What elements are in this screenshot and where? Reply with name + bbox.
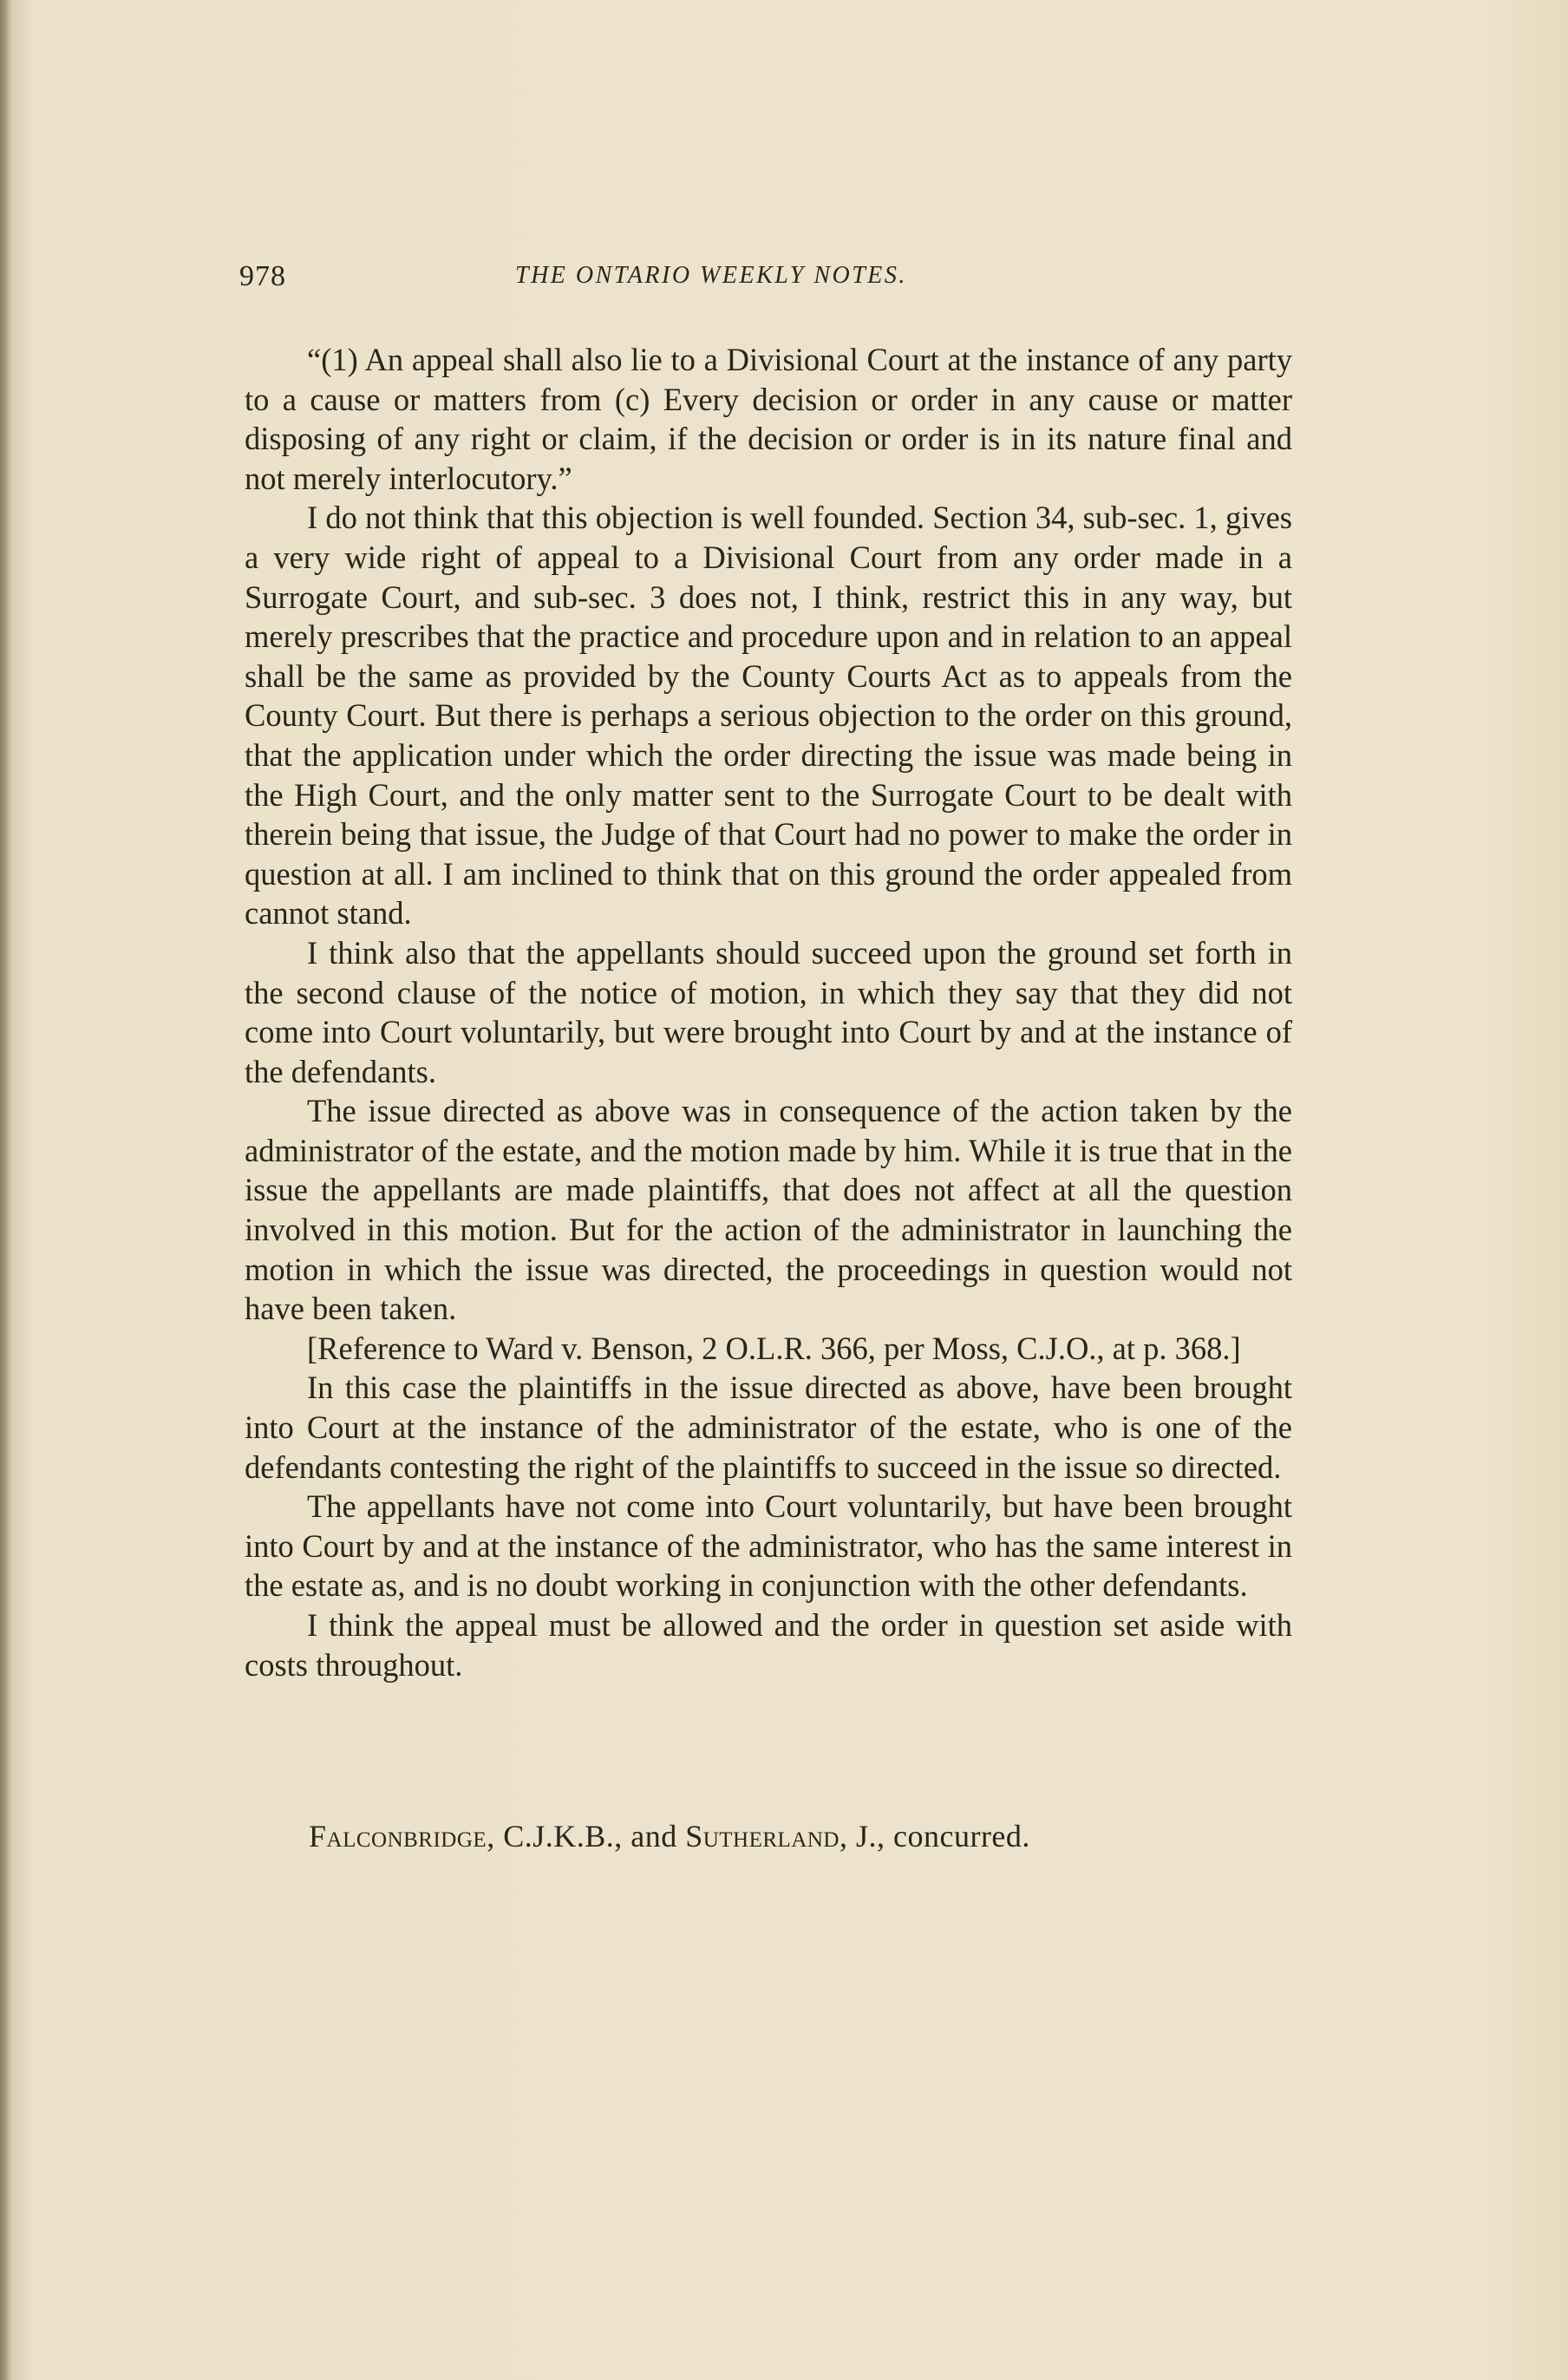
page-number: 978	[239, 260, 286, 292]
judge-name-sutherland: Sutherland	[685, 1819, 840, 1854]
paragraph-conclusion: I think the appeal must be allowed and the order in question set aside with costs throughout.	[245, 1607, 1292, 1683]
paragraph-objection: I do not think that this objection is well founded. Section 34, sub-sec. 1, gives a very wide right of appeal to a Divisional Court from any order made in a Surrogate Court, and sub-sec. 3 does not, I think, restrict this in any way, but merely prescribes that the practice and procedure upon and in relation to an appeal shall be the same as provided by the County Courts Act as to appeals from the County Court. But there is perhaps a serious objection to the order on this ground, that the application under which the order directing the issue was made being in the High Court, and the only matter sent to the Surrogate Court to be dealt with therein being that issue, the Judge of that Court had no power to make the order in question at all. I am inclined to think that on this ground the order appealed from cannot stand.	[245, 500, 1292, 932]
judge-title-1: , C.J.K.B., and	[487, 1819, 686, 1854]
paragraph-reference: [Reference to Ward v. Benson, 2 O.L.R. 366, per Moss, C.J.O., at p. 368.]	[307, 1330, 1241, 1366]
paragraph-plaintiffs: In this case the plaintiffs in the issue directed as above, have been brought into Court at the instance of the administrator of the estate, who is one of the defendants contesting the right of the plaintiffs to succeed in the issue so directed.	[245, 1370, 1292, 1485]
running-head	[239, 260, 1297, 304]
concurrence-line	[309, 1816, 1297, 1856]
body-text	[245, 340, 1292, 1684]
paragraph-appellants: The appellants have not come into Court voluntarily, but have been brought into Court by and at the instance of the administrator, who has the same interest in the estate as, and is no doubt working in conjunction with the other defendants.	[245, 1488, 1292, 1604]
paragraph-statute-quote: “(1) An appeal shall also lie to a Divisional Court at the instance of any party to a cause or matters from (c) Every decision or order in any cause or matter disposing of any right or claim, if the decision or order is in its nature final and not merely interlocutory.”	[245, 342, 1292, 496]
paragraph-second-ground: I think also that the appellants should succeed upon the ground set forth in the second clause of the notice of motion, in which they say that they did not come into Court voluntarily, but were brought into Court by and at the instance of the defendants.	[245, 934, 1292, 1089]
judge-name-falconbridge: Falconbridge	[309, 1819, 487, 1854]
paragraph-issue-directed: The issue directed as above was in consequence of the action taken by the administrator of the estate, and the motion made by him. While it is true that in the issue the appellants are made plaintiffs, that does not affect at all the question involved in this motion. But for the action of the administrator in launching the motion in which the issue was directed, the proceedings in question would not have been taken.	[245, 1093, 1292, 1327]
binding-shadow	[0, 0, 12, 2380]
journal-title: THE ONTARIO WEEKLY NOTES.	[515, 262, 907, 289]
judge-title-2: , J., concurred.	[839, 1819, 1030, 1854]
